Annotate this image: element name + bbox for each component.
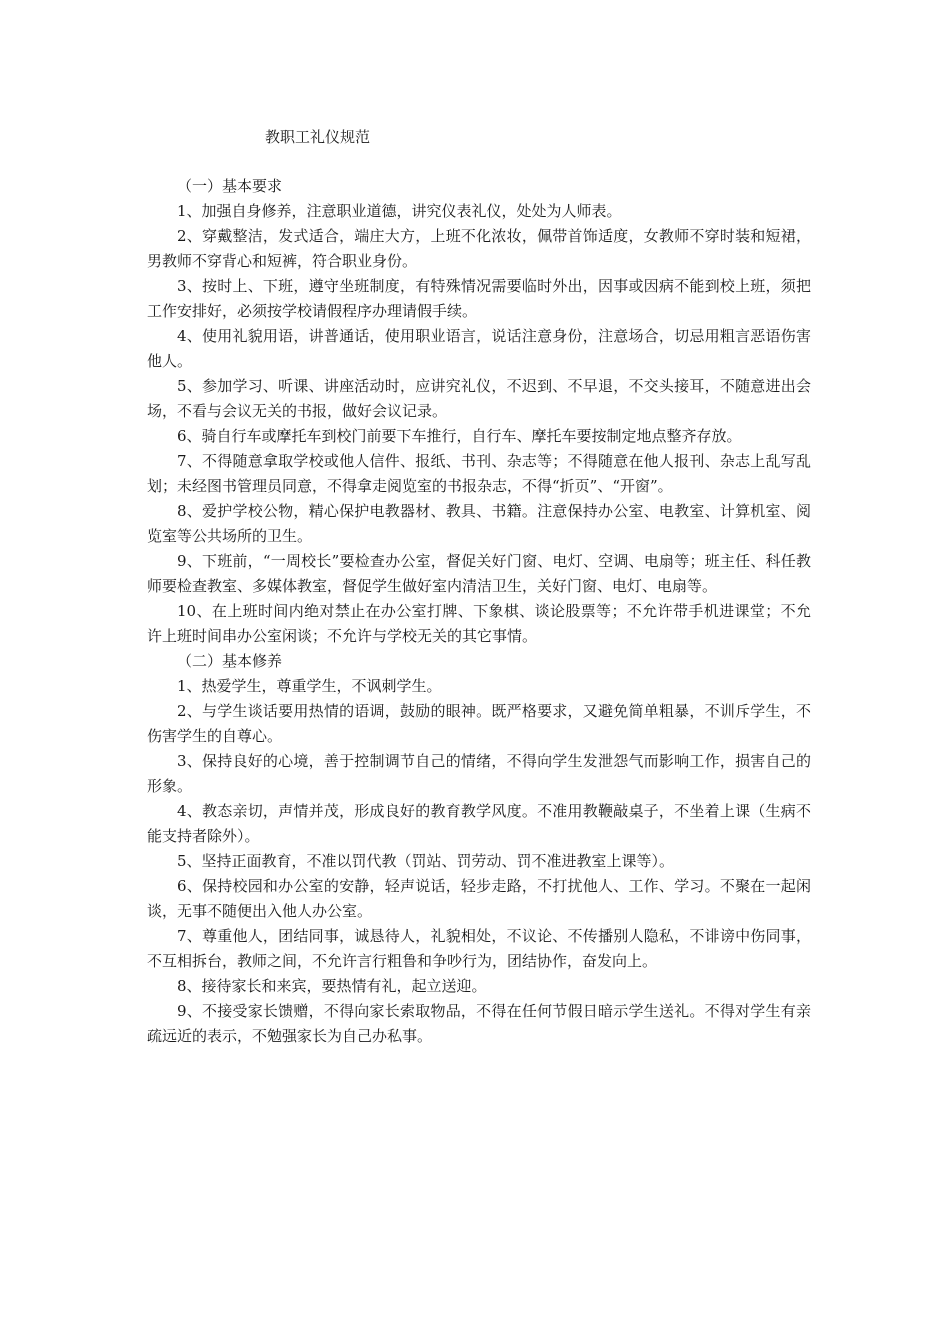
paragraph: 6、保持校园和办公室的安静，轻声说话，轻步走路，不打扰他人、工作、学习。不聚在一起闲谈，无事不随便出入他人办公室。	[147, 877, 811, 920]
paragraph: 6、骑自行车或摩托车到校门前要下车推行，自行车、摩托车要按制定地点整齐存放。	[177, 427, 742, 445]
paragraph: 7、尊重他人，团结同事，诚恳待人，礼貌相处，不议论、不传播别人隐私，不诽谤中伤同事，不互相拆台，教师之间，不允许言行粗鲁和争吵行为，团结协作，奋发向上。	[147, 927, 811, 970]
paragraph: 4、教态亲切，声情并茂，形成良好的教育教学风度。不准用教鞭敲桌子，不坐着上课（生病不能支持者除外）。	[147, 802, 811, 845]
paragraph: 2、与学生谈话要用热情的语调，鼓励的眼神。既严格要求，又避免简单粗暴，不训斥学生，不伤害学生的自尊心。	[147, 702, 811, 745]
paragraph: 5、参加学习、听课、讲座活动时，应讲究礼仪，不迟到、不早退，不交头接耳，不随意进出会场，不看与会议无关的书报，做好会议记录。	[147, 377, 811, 420]
document-body	[147, 174, 811, 1049]
paragraph: 7、不得随意拿取学校或他人信件、报纸、书刊、杂志等；不得随意在他人报刊、杂志上乱写乱划；未经图书管理员同意，不得拿走阅览室的书报杂志，不得“折页”、“开窗”。	[147, 452, 811, 495]
paragraph: 9、不接受家长馈赠，不得向家长索取物品，不得在任何节假日暗示学生送礼。不得对学生有亲疏远近的表示，不勉强家长为自己办私事。	[147, 1002, 811, 1045]
paragraph: 4、使用礼貌用语，讲普通话，使用职业语言，说话注意身份，注意场合，切忌用粗言恶语伤害他人。	[147, 327, 811, 370]
paragraph: 3、保持良好的心境，善于控制调节自己的情绪，不得向学生发泄怨气而影响工作，损害自己的形象。	[147, 752, 811, 795]
paragraph: 8、接待家长和来宾，要热情有礼，起立送迎。	[177, 977, 487, 995]
paragraph: 8、爱护学校公物，精心保护电教器材、教具、书籍。注意保持办公室、电教室、计算机室、阅览室等公共场所的卫生。	[147, 502, 811, 545]
paragraph: 10、在上班时间内绝对禁止在办公室打牌、下象棋、谈论股票等；不允许带手机进课堂；不允许上班时间串办公室闲谈；不允许与学校无关的其它事情。	[147, 602, 811, 645]
section-heading-basic-cultivation: （二）基本修养	[177, 652, 283, 670]
section-heading-basic-requirements: （一）基本要求	[177, 177, 283, 195]
paragraph: 1、热爱学生，尊重学生，不讽刺学生。	[177, 677, 442, 695]
paragraph: 3、按时上、下班，遵守坐班制度，有特殊情况需要临时外出，因事或因病不能到校上班，须把工作安排好，必须按学校请假程序办理请假手续。	[147, 277, 811, 320]
paragraph: 2、穿戴整洁，发式适合，端庄大方，上班不化浓妆，佩带首饰适度，女教师不穿时装和短裙，男教师不穿背心和短裤，符合职业身份。	[147, 227, 811, 270]
paragraph: 5、坚持正面教育，不准以罚代教（罚站、罚劳动、罚不准进教室上课等）。	[177, 852, 675, 870]
paragraph: 9、下班前，“一周校长”要检查办公室，督促关好门窗、电灯、空调、电扇等；班主任、科任教师要检查教室、多媒体教室，督促学生做好室内清洁卫生，关好门窗、电灯、电扇等。	[147, 552, 811, 595]
paragraph: 1、加强自身修养，注意职业道德，讲究仪表礼仪，处处为人师表。	[177, 202, 622, 220]
document-title: 教职工礼仪规范	[265, 128, 371, 146]
